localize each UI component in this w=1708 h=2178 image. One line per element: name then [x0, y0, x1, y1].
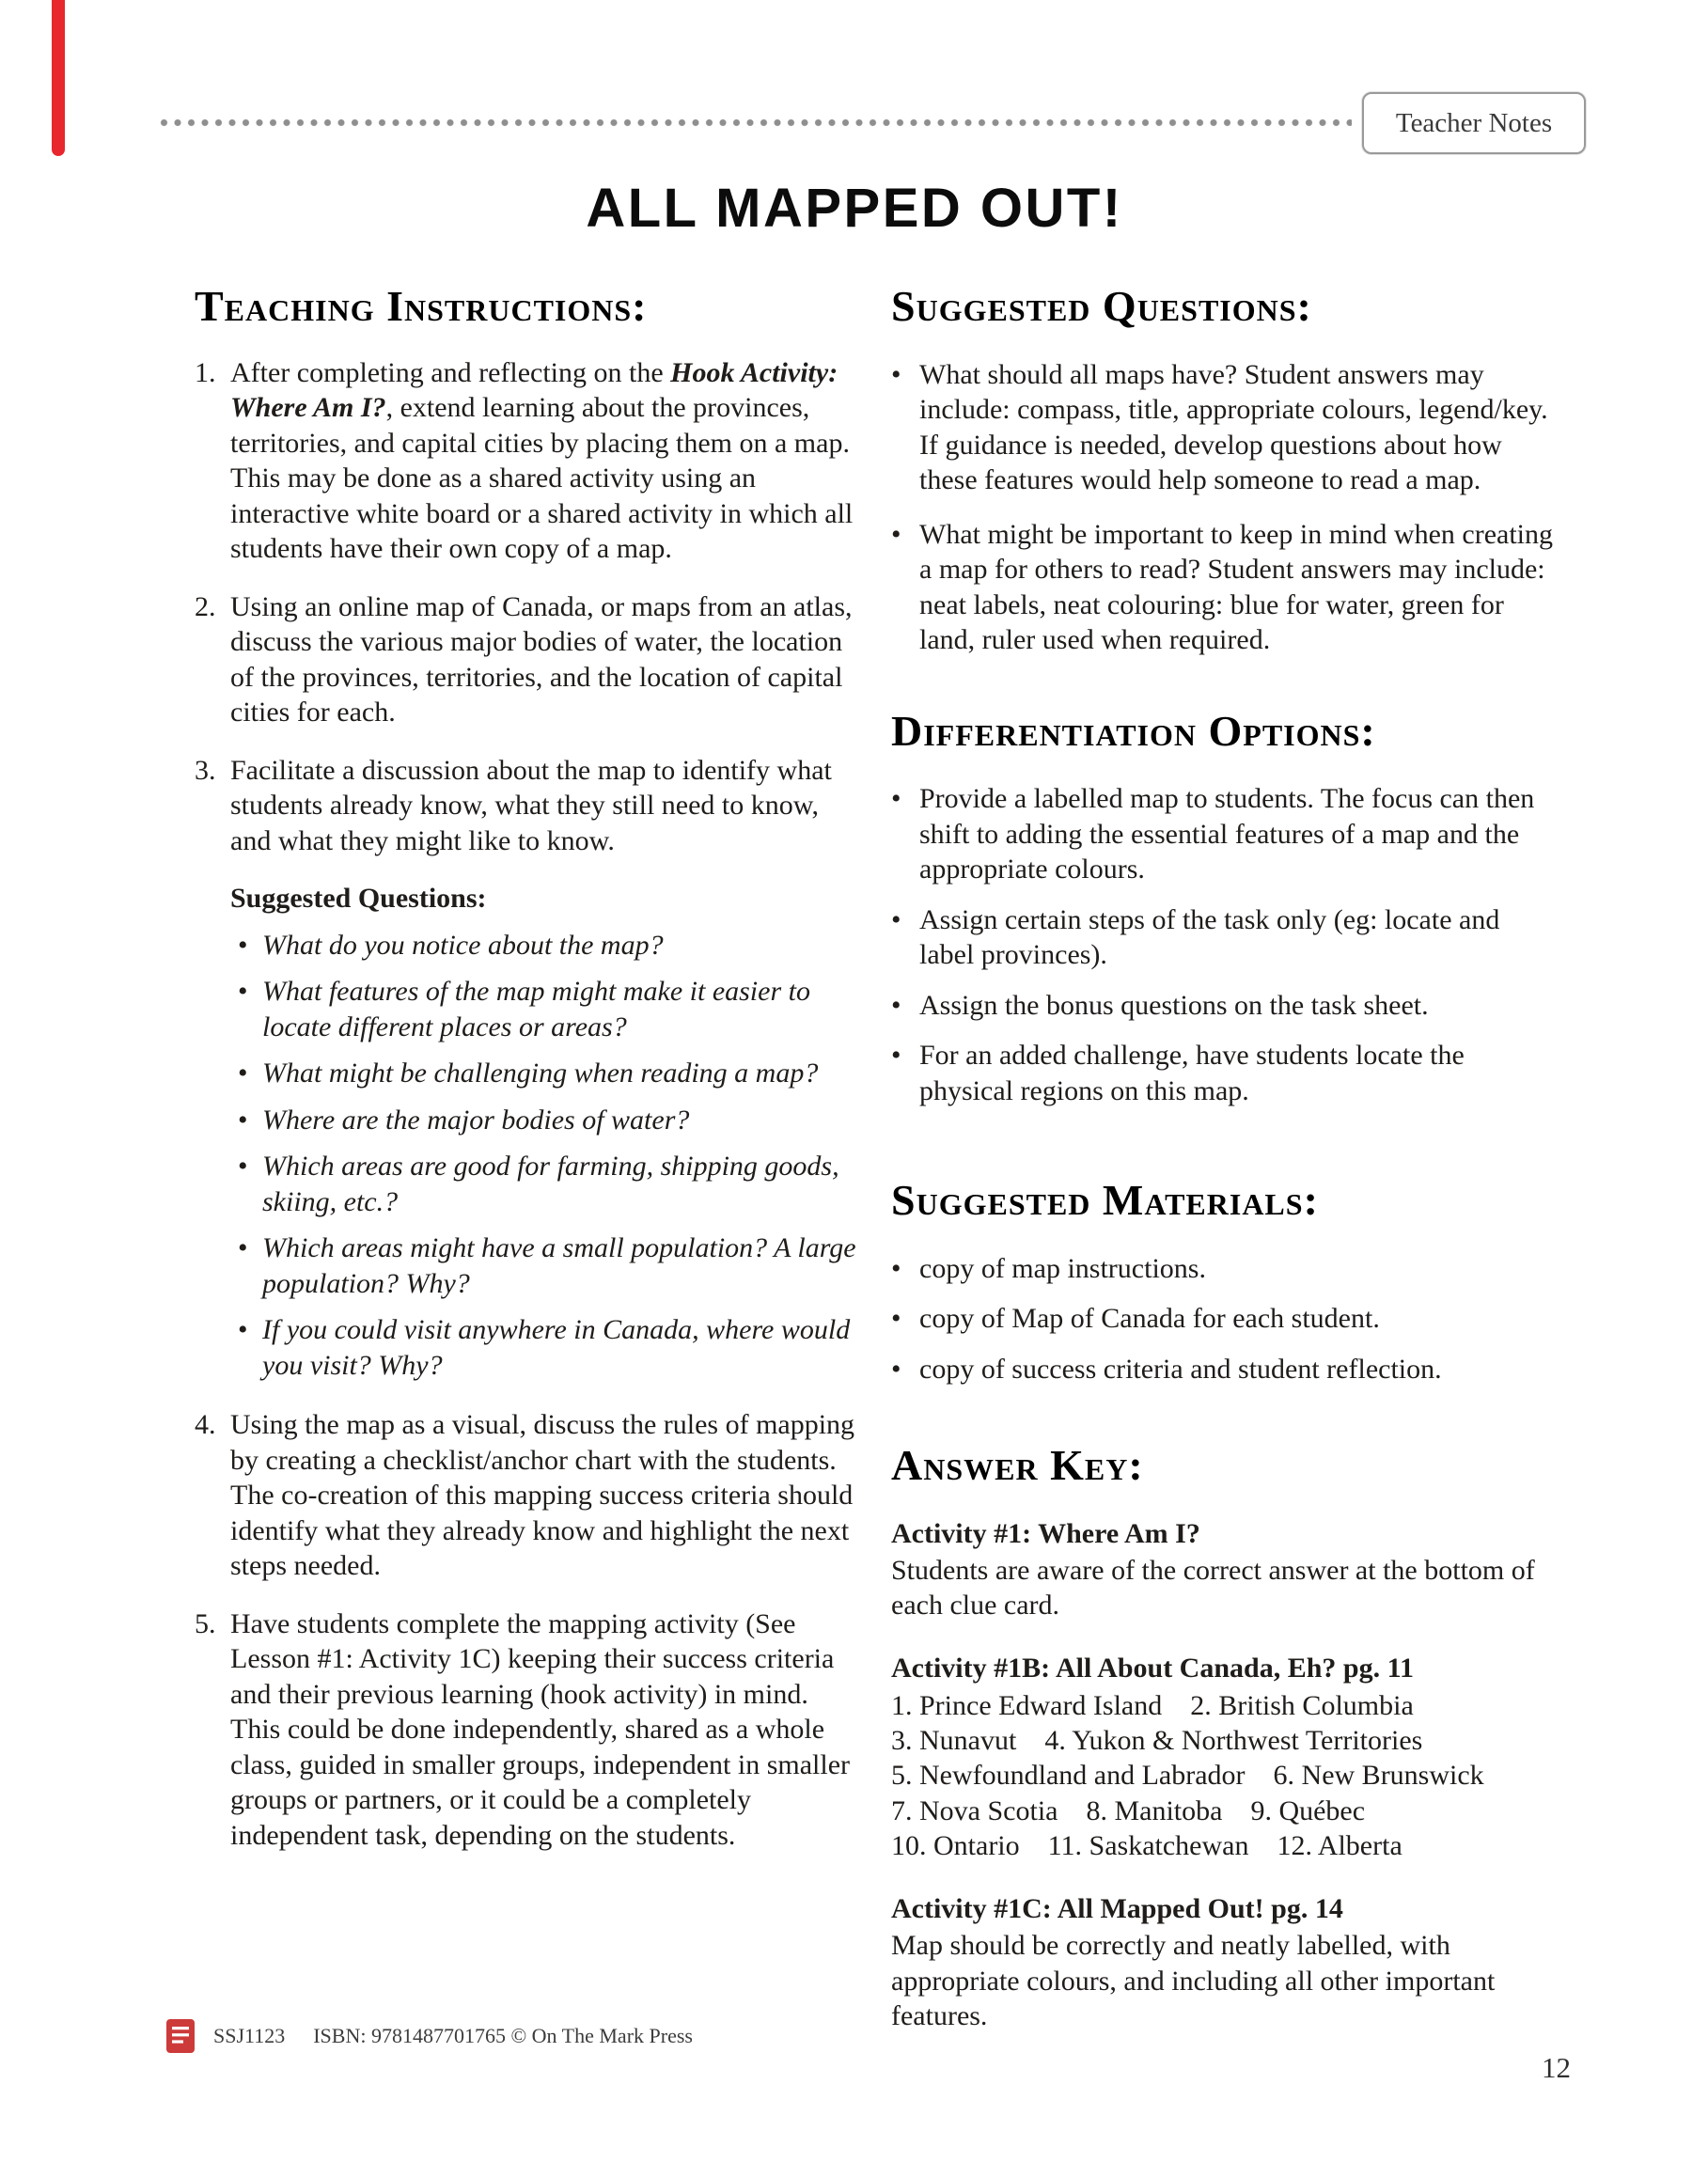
question-bullet	[238, 1103, 856, 1138]
question-bullet	[238, 928, 856, 964]
bullet-text: For an added challenge, have students locate the physical regions on this map.	[919, 1040, 1465, 1106]
bullet-icon: •	[238, 1151, 248, 1183]
answer-text: Students are aware of the correct answer at the bottom of each clue card.	[891, 1555, 1535, 1622]
bullet-text: Provide a labelled map to students. The focus can then shift to adding the essential features of a map and the appropriate colours.	[919, 783, 1535, 885]
answer-text: Map should be correctly and neatly labelled, with appropriate colours, and including all other important features.	[891, 1930, 1496, 2031]
answer-line: 7. Nova Scotia 8. Manitoba 9. Québec	[891, 1794, 1366, 1826]
left-column	[195, 282, 856, 1875]
bullet-icon: •	[891, 518, 901, 550]
bullet-icon: •	[238, 929, 248, 961]
bullet-icon: •	[891, 1252, 901, 1284]
instruction-item-5	[195, 1606, 856, 1854]
bullet-icon: •	[891, 783, 901, 815]
bullet-icon: •	[891, 1353, 901, 1385]
publisher-logo-icon	[165, 2017, 196, 2055]
item-text: Facilitate a discussion about the map to identify what students already know, what they still need to know, and what they might like to know.	[230, 754, 832, 856]
bullet-text: Which areas might have a small population? A large population? Why?	[262, 1232, 856, 1299]
footer-text	[213, 2024, 693, 2048]
page-title: ALL MAPPED OUT!	[586, 178, 1123, 239]
question-bullet	[238, 1312, 856, 1383]
bullet-icon: •	[891, 1040, 901, 1072]
answer-line: 3. Nunavut 4. Yukon & Northwest Territories	[891, 1725, 1423, 1757]
footer-isbn: ISBN: 9781487701765 © On The Mark Press	[313, 2024, 693, 2047]
teaching-instructions-heading: Teaching Instructions:	[195, 282, 648, 330]
answer-key-heading: Answer Key:	[891, 1441, 1144, 1490]
answer-title: Activity #1: Where Am I?	[891, 1517, 1200, 1549]
bullet-icon: •	[238, 1058, 248, 1089]
bullet-text: What do you notice about the map?	[262, 929, 664, 961]
answer-title: Activity #1C: All Mapped Out! pg. 14	[891, 1892, 1343, 1924]
bullet-icon: •	[238, 1104, 248, 1136]
item-text: Using an online map of Canada, or maps from an atlas, discuss the various major bodies of water, the location of the provinces, territories, and the location of capital cities for each.	[230, 590, 853, 729]
bullet-text: What features of the map might make it easier to locate different places or areas?	[262, 976, 810, 1042]
suggested-questions-heading: Suggested Questions:	[891, 282, 1312, 330]
page-number: 12	[1542, 2051, 1571, 2084]
item-text: Using the map as a visual, discuss the rules of mapping by creating a checklist/anchor chart with the students. The co-creation of this mapping success criteria should identify what they already know and highlight the next steps needed.	[230, 1409, 855, 1582]
suggested-question-bullet	[891, 517, 1553, 658]
answer-line: 5. Newfoundland and Labrador 6. New Brunswick	[891, 1760, 1484, 1792]
footer	[165, 2017, 693, 2055]
instruction-item-3	[195, 753, 856, 859]
question-bullet	[238, 1149, 856, 1219]
bullet-icon: •	[891, 903, 901, 935]
bullet-icon: •	[238, 976, 248, 1008]
answer-line: 1. Prince Edward Island 2. British Columbia	[891, 1689, 1414, 1721]
item-number: 5.	[195, 1607, 216, 1639]
item-number: 3.	[195, 754, 216, 786]
answer-block-activity-1c	[891, 1891, 1553, 2033]
footer-code: SSJ1123	[213, 2024, 286, 2047]
bullet-text: Which areas are good for farming, shipping goods, skiing, etc.?	[262, 1151, 839, 1217]
bullet-icon: •	[238, 1314, 248, 1346]
bullet-icon: •	[891, 358, 901, 390]
teacher-notes-label: Teacher Notes	[1395, 107, 1553, 138]
differentiation-bullet	[891, 988, 1553, 1024]
question-bullet	[238, 1056, 856, 1091]
item-text-bold: Hook Activity: Where Am I?	[230, 356, 838, 424]
answer-block-activity-1b	[891, 1651, 1553, 1862]
answer-block-activity-1	[891, 1516, 1553, 1623]
item-text-segment: After completing and reflecting on the	[230, 356, 671, 388]
bullet-text: copy of Map of Canada for each student.	[919, 1303, 1380, 1335]
sub-questions-block	[230, 881, 856, 1383]
red-corner-bar	[52, 0, 65, 156]
item-number: 1.	[195, 356, 216, 388]
material-bullet	[891, 1352, 1553, 1387]
material-bullet	[891, 1251, 1553, 1287]
suggested-materials-heading: Suggested Materials:	[891, 1176, 1319, 1225]
bullet-text: copy of success criteria and student reflection.	[919, 1353, 1442, 1385]
question-bullet	[238, 974, 856, 1044]
bullet-text: copy of map instructions.	[919, 1252, 1206, 1284]
bullet-icon: •	[238, 1232, 248, 1264]
differentiation-bullet	[891, 781, 1553, 887]
item-text	[230, 355, 856, 567]
differentiation-bullet	[891, 1038, 1553, 1108]
sub-questions-label: Suggested Questions:	[230, 883, 487, 915]
bullet-text: Assign the bonus questions on the task sheet.	[919, 989, 1429, 1021]
teacher-notes-tab	[1362, 92, 1586, 154]
suggested-question-bullet	[891, 357, 1553, 498]
bullet-icon: •	[891, 989, 901, 1021]
item-number: 2.	[195, 590, 216, 622]
bullet-text: What might be challenging when reading a map?	[262, 1058, 819, 1089]
question-bullet	[238, 1230, 856, 1301]
bullet-text: Assign certain steps of the task only (eg: locate and label provinces).	[919, 903, 1500, 971]
bullet-icon: •	[891, 1303, 901, 1335]
dotted-rule	[160, 118, 1352, 127]
right-column	[891, 282, 1553, 2061]
item-text-segment: , extend learning about the provinces, territories, and capital cities by placing them on a map. This may be done as a shared activity using an interactive white board or a shared activity in which all students have their own copy of a map.	[230, 392, 854, 565]
differentiation-bullet	[891, 902, 1553, 973]
differentiation-options-heading: Differentiation Options:	[891, 706, 1376, 755]
bullet-text: If you could visit anywhere in Canada, where would you visit? Why?	[262, 1314, 851, 1381]
item-number: 4.	[195, 1409, 216, 1441]
instruction-item-2	[195, 589, 856, 730]
answer-title: Activity #1B: All About Canada, Eh? pg. 11	[891, 1653, 1414, 1684]
material-bullet	[891, 1301, 1553, 1337]
answer-line: 10. Ontario 11. Saskatchewan 12. Alberta	[891, 1829, 1402, 1861]
instruction-item-4	[195, 1407, 856, 1584]
instruction-item-1	[195, 355, 856, 567]
bullet-text: What should all maps have? Student answers may include: compass, title, appropriate colours, legend/key. If guidance is needed, develop questions about how these features would help someone to read a map.	[919, 358, 1548, 496]
bullet-text: Where are the major bodies of water?	[262, 1104, 690, 1136]
bullet-text: What might be important to keep in mind when creating a map for others to read? Student answers may include: neat labels, neat colouring: blue for water, green for land, ruler used when required.	[919, 518, 1553, 656]
item-text: Have students complete the mapping activity (See Lesson #1: Activity 1C) keeping their success criteria and their previous learning (hook activity) in mind. This could be done independently, shared as a whole class, guided in smaller groups, independent in smaller groups or partners, or it could be a completely independent task, depending on the students.	[230, 1607, 851, 1851]
